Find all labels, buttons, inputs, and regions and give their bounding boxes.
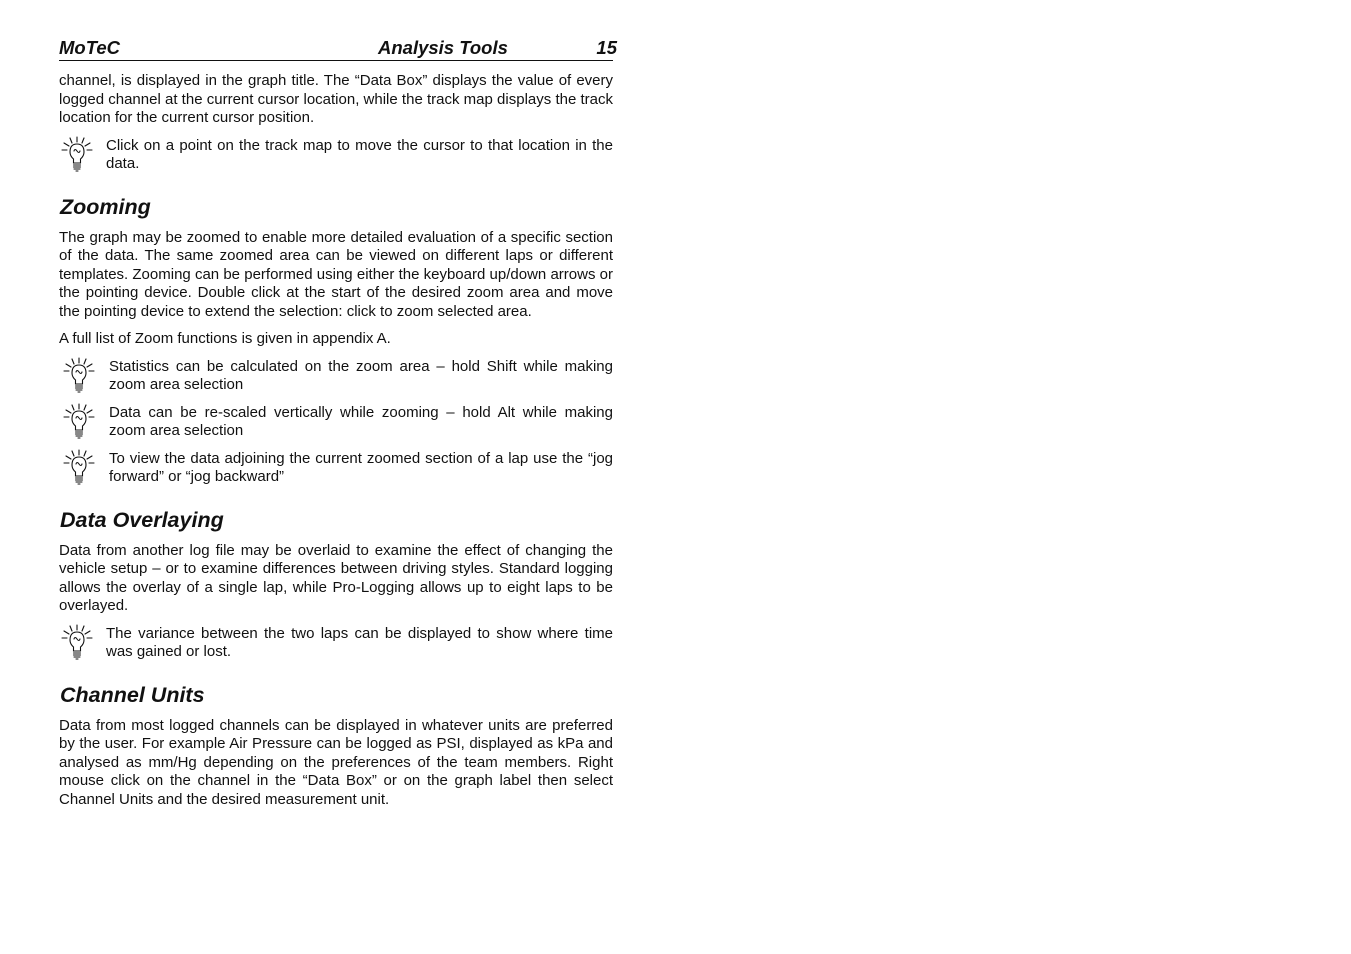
- tip-rescale: [59, 404, 613, 441]
- page-header: [59, 36, 617, 61]
- tip-text: Statistics can be calculated on the zoom area – hold Shift while making zoom area selection: [109, 357, 613, 393]
- lightbulb-tip-icon: [61, 402, 97, 440]
- heading-zooming: Zooming: [60, 194, 151, 219]
- tip-jog: [59, 450, 613, 487]
- tip-track-map: [59, 137, 613, 174]
- heading-data-overlaying: Data Overlaying: [60, 507, 224, 532]
- lightbulb-tip-icon: [61, 448, 97, 486]
- lightbulb-tip-icon: [59, 135, 95, 173]
- overlaying-paragraph: Data from another log file may be overlaid to examine the effect of changing the vehicle setup – or to examine differences between driving styles. Standard logging allows the overlay of a single lap, while Pro-Logging allows up to eight laps to be overlayed.: [59, 541, 613, 614]
- lightbulb-tip-icon: [61, 356, 97, 394]
- tip-statistics: [59, 358, 613, 395]
- tip-text: Click on a point on the track map to move the cursor to that location in the data.: [106, 136, 613, 172]
- heading-channel-units: Channel Units: [60, 682, 205, 707]
- units-paragraph: Data from most logged channels can be displayed in whatever units are preferred by the user. For example Air Pressure can be logged as PSI, displayed as kPa and analysed as mm/Hg depending on the preferences of the team members. Right mouse click on the channel in the “Data Box” or on the graph label then select Channel Units and the desired measurement unit.: [59, 716, 613, 808]
- tip-text: Data can be re-scaled vertically while zooming – hold Alt while making zoom area selection: [109, 403, 613, 439]
- header-page-number: 15: [596, 37, 617, 58]
- intro-paragraph: channel, is displayed in the graph title. The “Data Box” displays the value of every logged channel at the current cursor location, while the track map displays the track location for the current cursor position.: [59, 72, 613, 126]
- lightbulb-tip-icon: [59, 623, 95, 661]
- tip-text: The variance between the two laps can be displayed to show where time was gained or lost.: [106, 624, 613, 660]
- header-brand: MoTeC: [59, 37, 120, 58]
- zooming-paragraph: The graph may be zoomed to enable more detailed evaluation of a specific section of the data. The same zoomed area can be viewed on different laps or different templates. Zooming can be performed using either the keyboard up/down arrows or the pointing device. Double click at the start of the desired zoom area and move the pointing device to extend the selection: click to zoom selected area.: [59, 228, 613, 320]
- zooming-appendix-note: A full list of Zoom functions is given in appendix A.: [59, 330, 391, 347]
- header-section-title: Analysis Tools: [378, 37, 508, 58]
- tip-text: To view the data adjoining the current zoomed section of a lap use the “jog forward” or “jog backward”: [109, 449, 613, 485]
- tip-variance: [59, 625, 613, 662]
- manual-page: [59, 36, 617, 809]
